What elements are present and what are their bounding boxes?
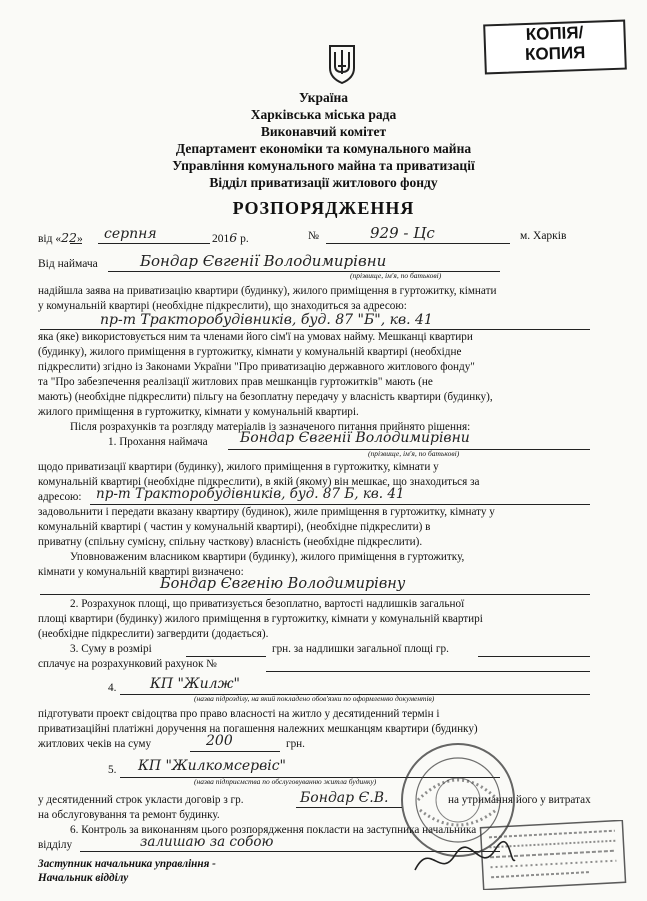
date-month: серпня xyxy=(104,226,157,242)
document-title: РОЗПОРЯДЖЕННЯ xyxy=(232,198,415,218)
signatory-title-2: Начальник відділу xyxy=(38,872,129,884)
body-line-14: комунальній квартирі ( частин у комунальній квартирі), (необхідне підкреслити) в xyxy=(38,521,431,533)
point-4-sum: 200 xyxy=(206,733,233,749)
body-line-16: Уповноваженим власником квартири (будинку), жилого приміщення в гуртожитку, xyxy=(70,551,465,563)
point-5-contract-suffix: на утримання його у витратах xyxy=(448,794,591,806)
point-3-prefix: 3. Суму в розмірі xyxy=(70,643,152,655)
coat-of-arms-icon xyxy=(327,44,357,84)
body-line-27: на обслуговування та ремонт будинку. xyxy=(38,809,220,821)
body-line-22: сплачує на розрахунковий рахунок № xyxy=(38,658,217,670)
point-5-value: КП "Жилкомсервіс" xyxy=(138,758,286,774)
point-6-division: відділу xyxy=(38,839,73,851)
point-1-address: пр-т Тракторобудівників, буд. 87 Б, кв. 41 xyxy=(96,486,405,502)
order-number: 929 - Цс xyxy=(370,224,435,242)
point-4-label: 4. xyxy=(108,682,117,694)
point-4-sum-prefix: житлових чеків на суму xyxy=(38,738,152,750)
header-administration: Управління комунального майна та приватизації xyxy=(172,158,475,173)
body-line-20: (необхідне підкреслити) загвердити (додається). xyxy=(38,628,269,640)
body-line-4: (будинку), жилого приміщення в гуртожитку, кімнати у комунальній квартирі (необхідне xyxy=(38,346,462,358)
body-line-8: жилого приміщення в гуртожитку, кімнати у комунальній квартирі. xyxy=(38,406,359,418)
date-year-unit: р. xyxy=(240,233,249,245)
point-4-hint: (назва підрозділу, на який покладено обов'язки по оформленню документів) xyxy=(194,694,435,703)
body-line-7: мають) (необхідне підкреслити) пільгу на безоплатну передачу у власність квартири (будинку), xyxy=(38,391,493,403)
point-1-label: 1. Прохання наймача xyxy=(108,436,208,448)
address-handwritten: пр-т Тракторобудівників, буд. 87 "Б", кв. 41 xyxy=(100,312,433,328)
body-line-3: яка (яке) використовується ним та членами його сім'ї на умовах найму. Мешканці квартири xyxy=(38,331,473,343)
number-label: № xyxy=(308,230,319,242)
signature-icon xyxy=(410,835,520,885)
copy-stamp xyxy=(483,20,627,75)
body-line-12-prefix: адресою: xyxy=(38,491,82,503)
signatory-title-1: Заступник начальника управління - xyxy=(38,858,216,870)
applicant-label: Від наймача xyxy=(38,258,98,270)
date-year xyxy=(212,230,249,245)
body-line-24: приватизаційні платіжні доручення на погашення належних мешканцям квартири (будинку) xyxy=(38,723,478,735)
header-department: Департамент економіки та комунального майна xyxy=(175,141,472,156)
point-4-sum-unit: грн. xyxy=(286,738,305,750)
body-line-23: підготувати проект свідоцтва про право власності на житло у десятиденний термін і xyxy=(38,708,440,720)
date-mid: » xyxy=(77,233,83,245)
point-5-label: 5. xyxy=(108,764,117,776)
point-1-hint: (прізвище, ім'я, по батькові) xyxy=(368,449,460,458)
authorized-owner: Бондар Євгенію Володимирівну xyxy=(160,576,406,592)
body-line-13: задовольнити і передати вказану квартиру (будинок), жиле приміщення в гуртожитку, кімнату у xyxy=(38,506,495,518)
body-line-6: та "Про забезпечення реалізації житлових прав мешканців гуртожитків" мають (не xyxy=(38,376,433,388)
body-line-15: приватну (спільну сумісну, спільну часткову) власність (необхідне підкреслити). xyxy=(38,536,423,548)
body-line-18: 2. Розрахунок площі, що приватизується безоплатно, вартості надлишків загальної xyxy=(70,598,465,610)
date-prefix: від « xyxy=(38,233,62,245)
header-country: Україна xyxy=(298,90,349,105)
header-division: Відділ приватизації житлового фонду xyxy=(209,175,438,190)
point-1-name: Бондар Євгенії Володимирівни xyxy=(240,430,470,446)
copy-stamp-line2: КОПИЯ xyxy=(524,42,586,65)
point-3-suffix: грн. за надлишки загальної площі гр. xyxy=(272,643,449,655)
header-committee: Виконавчий комітет xyxy=(260,124,387,139)
date-year-suffix: 6 xyxy=(229,230,238,245)
body-line-2: у комунальній квартирі (необхідне підкреслити), що знаходиться за адресою: xyxy=(38,300,407,312)
point-6-text: 6. Контроль за виконанням цього розпорядження покласти на заступника начальника xyxy=(70,824,477,836)
header-council: Харківська міська рада xyxy=(250,107,397,122)
date-day: 22 xyxy=(61,230,78,245)
body-line-17: кімнати у комунальній квартирі визначено: xyxy=(38,566,244,578)
body-line-9: Після розрахунків та розгляду матеріалів із зазначеного питання прийнято рішення: xyxy=(70,421,471,433)
point-5-contract-prefix: у десятиденний строк укласти договір з гр. xyxy=(38,794,244,806)
point-5-contract-name: Бондар Є.В. xyxy=(300,790,389,806)
point-5-hint: (назва підприємства по обслуговуванню житла будинку) xyxy=(194,777,377,786)
body-line-5: підкреслити) згідно із Законами України "Про приватизацію державного житлового фонду" xyxy=(38,361,475,373)
date-year-prefix: 201 xyxy=(212,233,230,245)
body-line-19: площі квартири (будинку) жилого приміщення в гуртожитку, кімнати у комунальній квартирі xyxy=(38,613,483,625)
applicant-hint: (прізвище, ім'я, по батькові) xyxy=(350,271,442,280)
point-4-value: КП "Жилж" xyxy=(150,676,240,692)
city: м. Харків xyxy=(520,230,567,242)
copy-stamp-line1: КОПІЯ/ xyxy=(525,23,584,45)
point-6-handwritten: залишаю за собою xyxy=(140,834,274,850)
applicant-name: Бондар Євгенії Володимирівни xyxy=(140,252,387,270)
body-line-10: щодо приватизації квартири (будинку), жилого приміщення в гуртожитку, кімнати у xyxy=(38,461,439,473)
body-line-11: комунальній квартирі (необхідне підкреслити), в якій (якому) він мешкає, що знаходиться за xyxy=(38,476,480,488)
body-line-1: надійшла заява на приватизацію квартири (будинку), жилого приміщення в гуртожитку, кімнати xyxy=(38,285,497,297)
